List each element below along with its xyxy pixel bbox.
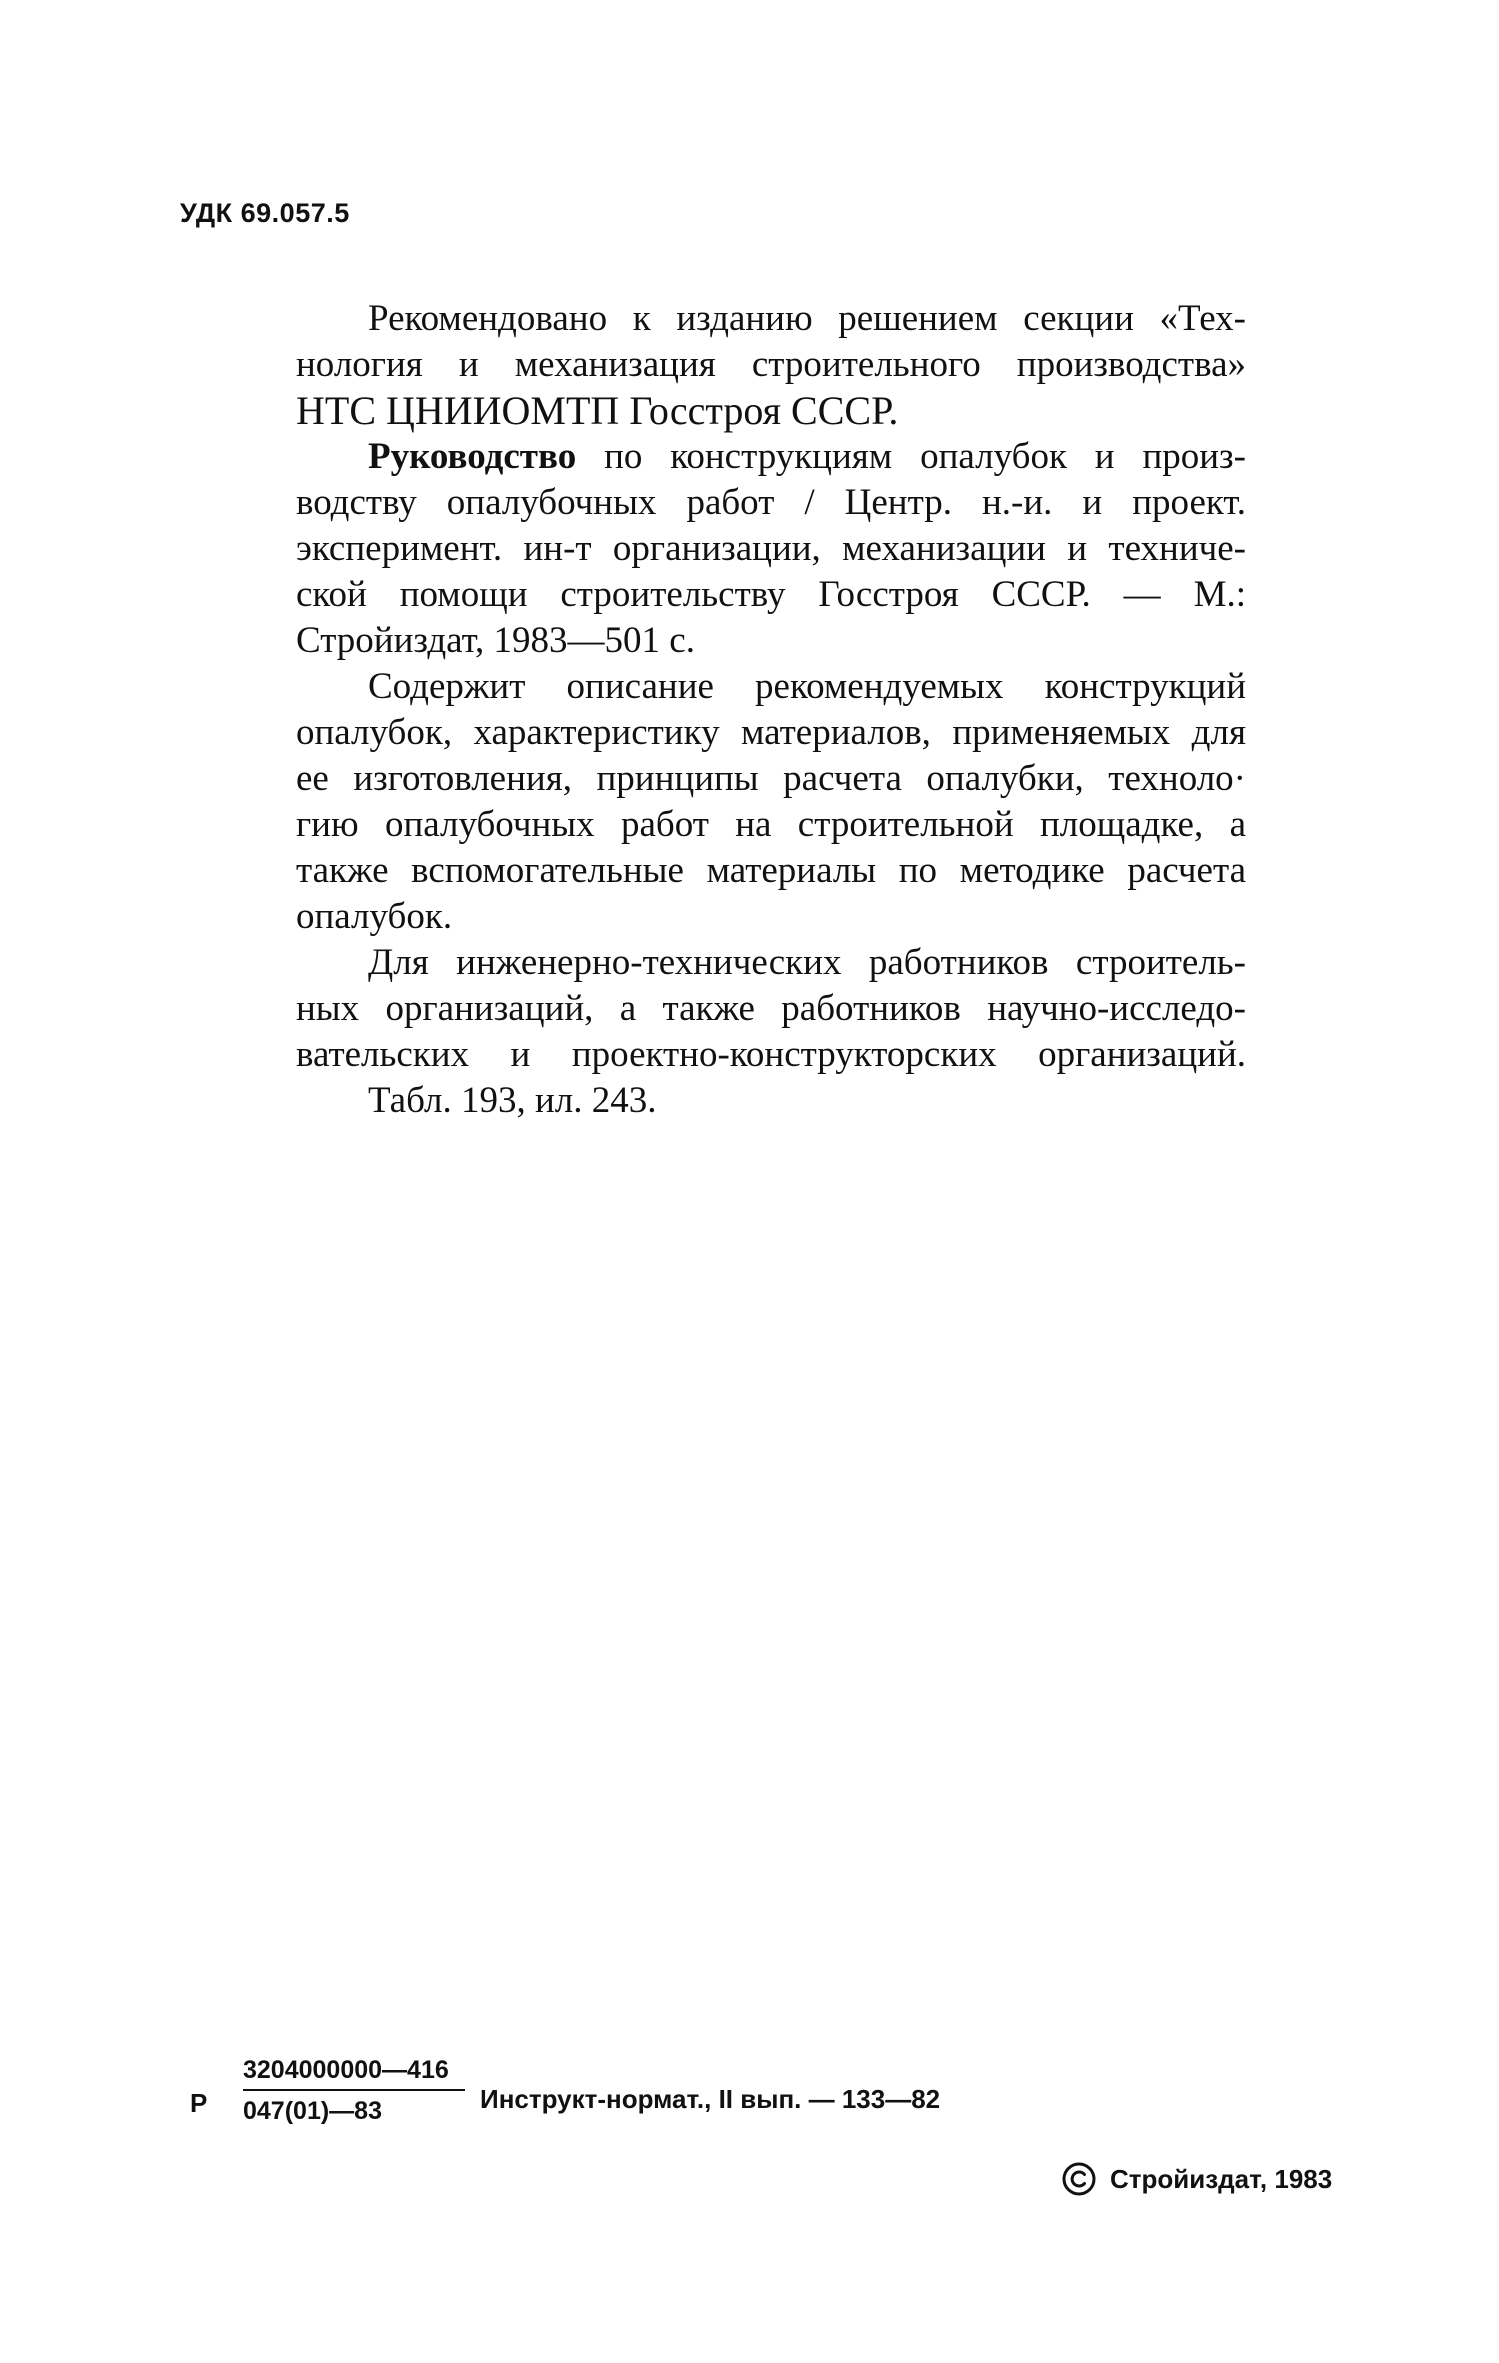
audience-line: вательских и проектно-конструкторских организаций. bbox=[296, 1034, 1246, 1075]
tables-info: Табл. 193, ил. 243. bbox=[368, 1080, 657, 1121]
recommendation-line: НТС ЦНИИОМТП Госстроя СССР. bbox=[296, 388, 899, 433]
recommendation-line: Рекомендовано к изданию решением секции «Тех- bbox=[368, 298, 1246, 339]
bibliographic-paragraph bbox=[296, 434, 1246, 664]
bibliographic-title: Руководство bbox=[368, 436, 577, 477]
bibliographic-line: ской помощи строительству Госстроя СССР. — М.: bbox=[296, 574, 1246, 615]
recommendation-line: нология и механизация строительного производства» bbox=[296, 344, 1246, 385]
index-fraction bbox=[243, 2056, 465, 2126]
abstract-paragraph bbox=[296, 664, 1246, 940]
index-denominator: 047(01)—83 bbox=[243, 2097, 382, 2125]
audience-line: ных организаций, а также работников научно-исследо- bbox=[296, 988, 1246, 1029]
bibliographic-line: эксперимент. ин-т организации, механизации и техниче- bbox=[296, 528, 1246, 569]
abstract-line: ее изготовления, принципы расчета опалубки, техноло· bbox=[296, 758, 1246, 799]
copyright-line bbox=[1062, 2162, 1332, 2196]
bibliographic-line-text: по конструкциям опалубок и произ- bbox=[576, 436, 1246, 477]
copyright-icon bbox=[1062, 2162, 1096, 2196]
bibliographic-line: Стройиздат, 1983—501 с. bbox=[296, 620, 695, 661]
abstract-line: Содержит описание рекомендуемых конструкций bbox=[368, 666, 1246, 707]
classification-letter: Р bbox=[190, 2088, 208, 2118]
abstract-line: гию опалубочных работ на строительной площадке, а bbox=[296, 804, 1246, 845]
copyright-text: Стройиздат, 1983 bbox=[1110, 2163, 1333, 2194]
tables-paragraph bbox=[296, 1078, 1246, 1124]
abstract-line: также вспомогательные материалы по методике расчета bbox=[296, 850, 1246, 891]
udk-code: УДК 69.057.5 bbox=[180, 198, 350, 228]
bibliographic-line bbox=[368, 434, 1246, 480]
main-text bbox=[296, 296, 1246, 1124]
recommendation-paragraph bbox=[296, 296, 1246, 434]
audience-line: Для инженерно-технических работников строитель- bbox=[368, 942, 1246, 983]
abstract-line: опалубок, характеристику материалов, применяемых для bbox=[296, 712, 1246, 753]
index-numerator: 3204000000—416 bbox=[243, 2056, 465, 2091]
audience-paragraph bbox=[296, 940, 1246, 1078]
instruction-line: Инструкт-нормат., II вып. — 133—82 bbox=[480, 2084, 941, 2114]
bibliographic-line: водству опалубочных работ / Центр. н.-и. и проект. bbox=[296, 482, 1246, 523]
abstract-line: опалубок. bbox=[296, 896, 453, 937]
